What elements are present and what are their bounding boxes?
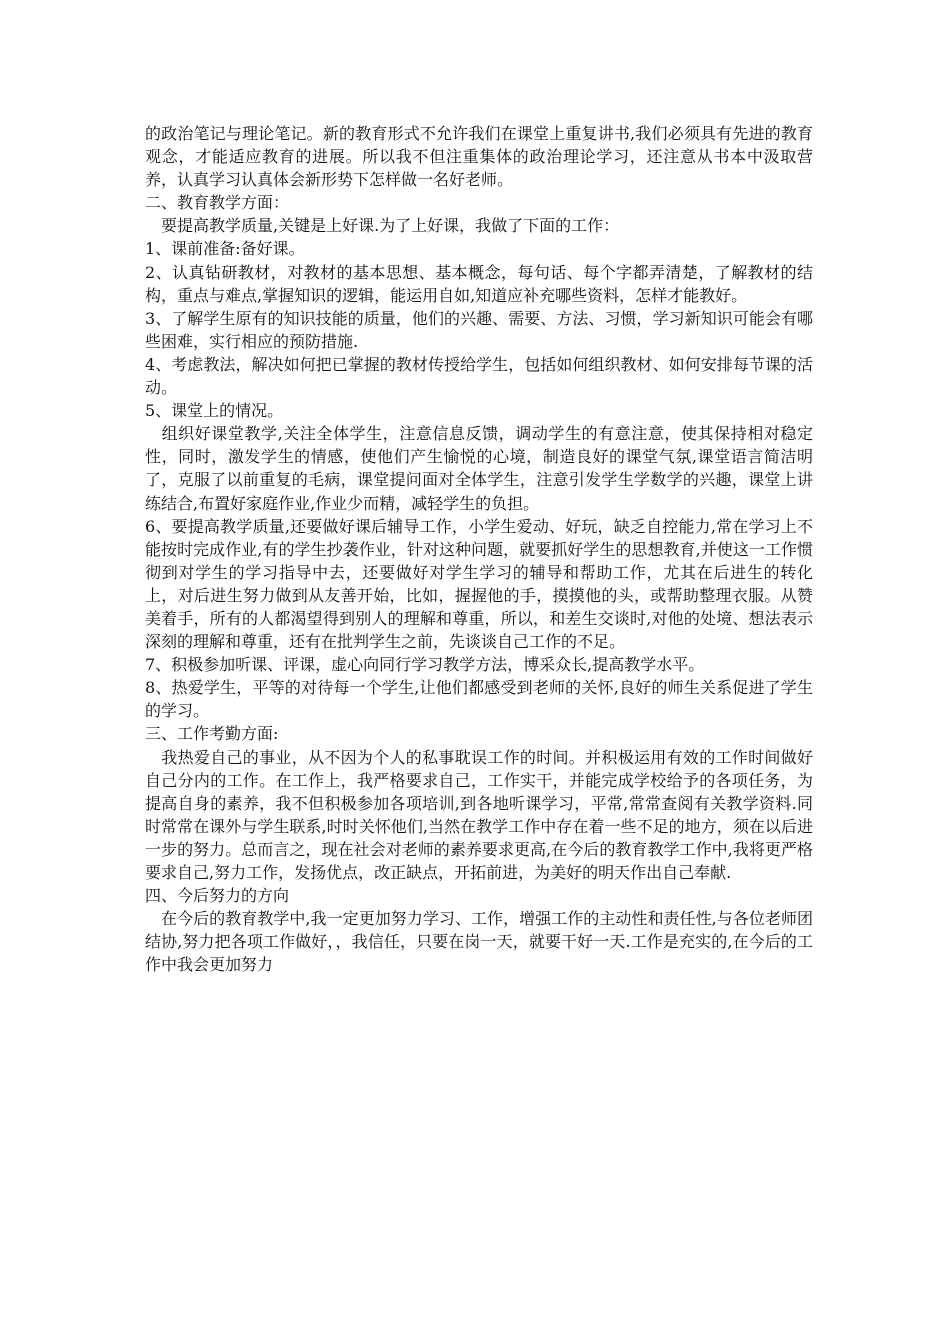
list-item-1: 1、课前准备:备好课。: [145, 239, 305, 259]
list-item-8: 8、热爱学生，平等的对待每一个学生,让他们都感受到老师的关怀,良好的师生关系促进了学生的学习。: [145, 678, 813, 721]
list-item-3: 3、了解学生原有的知识技能的质量，他们的兴趣、需要、方法、习惯，学习新知识可能会有哪些困难，实行相应的预防措施.: [145, 308, 813, 351]
section-heading-future: 四、今后努力的方向: [145, 886, 290, 906]
paragraph-classroom: 组织好课堂教学,关注全体学生，注意信息反馈，调动学生的有意注意，使其保持相对稳定性，同时，激发学生的情感，使他们产生愉悦的心境，制造良好的课堂气氛,课堂语言简洁明了，克服了以前重复的毛病，课堂提问面对全体学生，注意引发学生学数学的兴趣，课堂上讲练结合,布置好家庭作业,作业少而精，减轻学生的负担。: [145, 424, 813, 513]
list-item-6: 6、要提高教学质量,还要做好课后辅导工作，小学生爱动、好玩，缺乏自控能力,常在学习上不能按时完成作业,有的学生抄袭作业，针对这种问题，就要抓好学生的思想教育,并使这一工作惯彻到对学生的学习指导中去，还要做好对学生学习的辅导和帮助工作，尤其在后进生的转化上，对后进生努力做到从友善开始，比如，握握他的手，摸摸他的头，或帮助整理衣服。从赞美着手，所有的人都渴望得到别人的理解和尊重，所以，和差生交谈时,对他的处境、想法表示深刻的理解和尊重，还有在批判学生之前，先谈谈自己工作的不足。: [145, 516, 813, 652]
paragraph-future: 在今后的教育教学中,我一定更加努力学习、工作，增强工作的主动性和责任性,与各位老师团结协,努力把各项工作做好，，我信任，只要在岗一天，就要干好一天.工作是充实的,在今后的工作中我会更加努力: [145, 909, 813, 975]
paragraph-teaching-intro: 要提高教学质量,关键是上好课.为了上好课，我做了下面的工作：: [145, 216, 620, 236]
section-heading-teaching: 二、教育教学方面：: [145, 193, 290, 213]
section-heading-attendance: 三、工作考勤方面:: [145, 724, 279, 744]
list-item-5: 5、课堂上的情况。: [145, 401, 284, 421]
list-item-2: 2、认真钻研教材，对教材的基本思想、基本概念，每句话、每个字都弄清楚，了解教材的结构，重点与难点,掌握知识的逻辑，能运用自如,知道应补充哪些资料，怎样才能教好。: [145, 262, 813, 305]
list-item-4: 4、考虑教法，解决如何把已掌握的教材传授给学生，包括如何组织教材、如何安排每节课的活动。: [145, 354, 813, 398]
list-item-7: 7、积极参加听课、评课，虚心向同行学习教学方法，博采众长,提高教学水平。: [145, 655, 705, 675]
paragraph-attendance: 我热爱自己的事业，从不因为个人的私事耽误工作的时间。并积极运用有效的工作时间做好自己分内的工作。在工作上，我严格要求自己，工作实干，并能完成学校给予的各项任务，为提高自身的素养，我不但积极参加各项培训,到各地听课学习，平常,常常查阅有关教学资料.同时常常在课外与学生联系,时时关怀他们,当然在教学工作中存在着一些不足的地方，须在以后进一步的努力。总而言之，现在社会对老师的素养要求更高,在今后的教育教学工作中,我将更严格要求自己,努力工作，发扬优点，改正缺点，开拓前进，为美好的明天作出自己奉献.: [145, 747, 813, 882]
document-body: [145, 122, 813, 976]
paragraph-intro-continuation: 的政治笔记与理论笔记。新的教育形式不允许我们在课堂上重复讲书,我们必须具有先进的教育观念，才能适应教育的进展。所以我不但注重集体的政治理论学习，还注意从书本中汲取营养，认真学习认真体会新形势下怎样做一名好老师。: [145, 124, 813, 190]
